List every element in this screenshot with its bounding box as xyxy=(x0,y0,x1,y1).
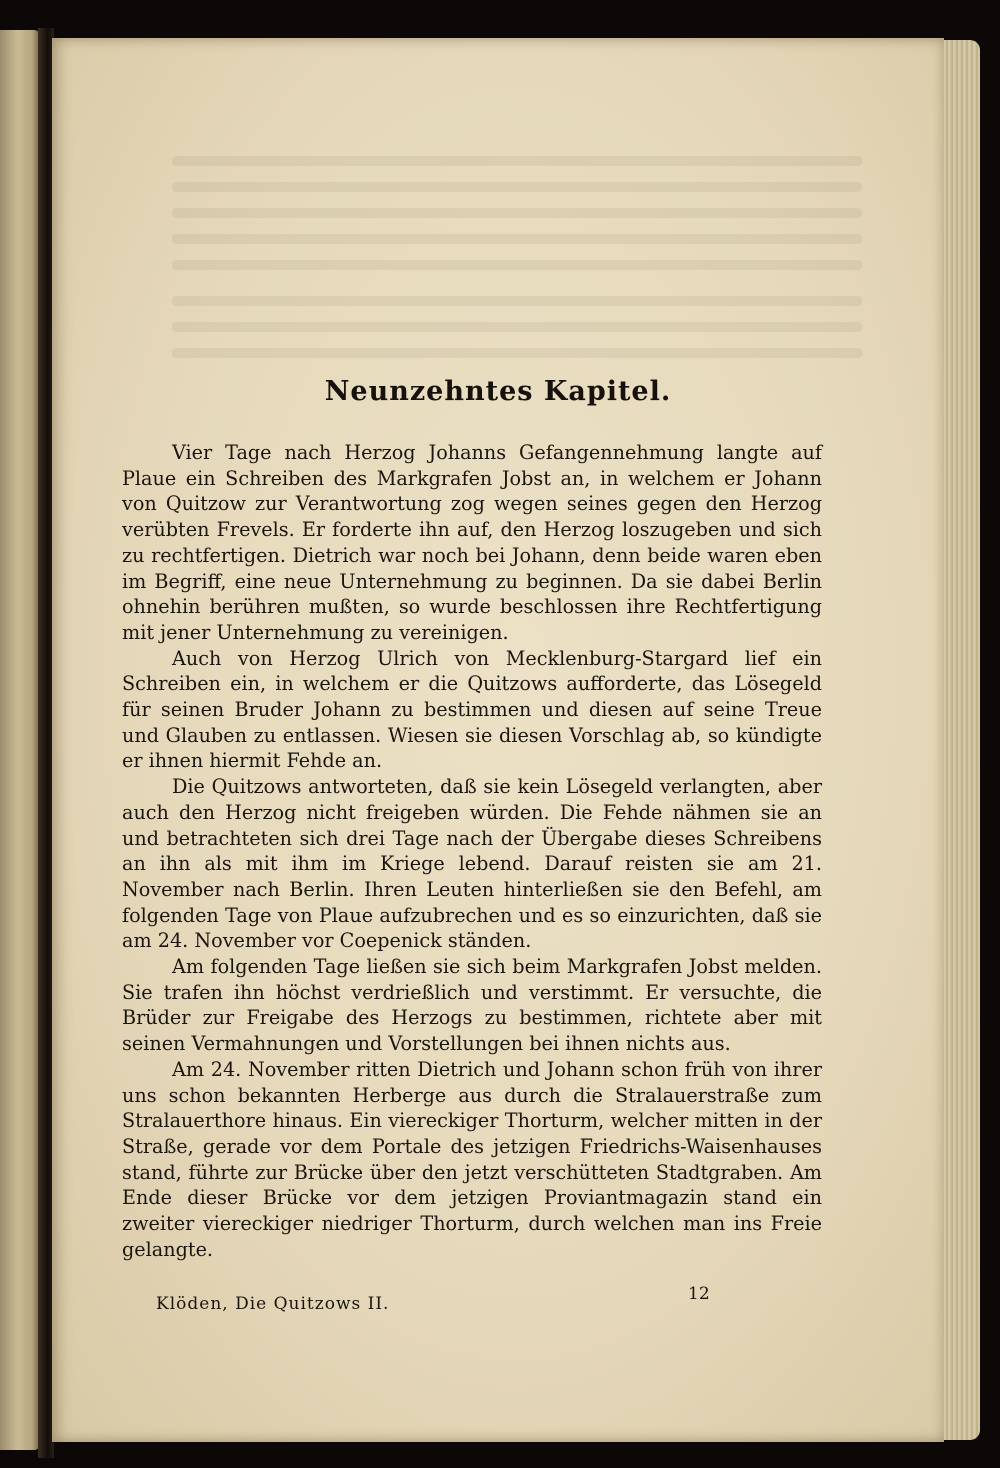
bleed-through-line xyxy=(172,156,862,166)
bleed-through-line xyxy=(172,182,862,192)
chapter-title: Neunzehntes Kapitel. xyxy=(324,376,672,407)
bleed-through-line xyxy=(172,234,862,244)
signature-number: 12 xyxy=(688,1284,710,1304)
paragraph: Vier Tage nach Herzog Johanns Gefangennehmung langte auf Plaue ein Schreiben des Markgrafen Jobst an, in welchem er Johann von Quitzow zur Verantwortung zog wegen seines gegen den Herzog verübten Frevels. Er forderte ihn auf, den Herzog loszugeben und sich zu rechtfertigen. Dietrich war noch bei Johann, denn beide waren eben im Begriff, eine neue Unternehmung zu beginnen. Da sie dabei Berlin ohnehin berühren mußten, so wurde beschlossen ihre Rechtfertigung mit jener Unternehmung zu vereinigen. xyxy=(122,441,822,644)
bleed-through-line xyxy=(172,348,862,358)
book-page xyxy=(52,38,944,1442)
paragraph: Auch von Herzog Ulrich von Mecklenburg-Stargard lief ein Schreiben ein, in welchem er die Quitzows aufforderte, das Lösegeld für seinen Bruder Johann zu bestimmen und diesen auf seine Treue und Glauben zu entlassen. Wiesen sie diesen Vorschlag ab, so kündigte er ihnen hiermit Fehde an. xyxy=(122,646,822,773)
left-page-edge xyxy=(0,30,40,1450)
bleed-through-line xyxy=(172,208,862,218)
bleed-through-line xyxy=(172,260,862,270)
bleed-through-line xyxy=(172,296,862,306)
paragraph: Am 24. November ritten Dietrich und Johann schon früh von ihrer uns schon bekannten Herberge aus durch die Stralauerstraße zum Stralauerthore hinaus. Ein viereckiger Thorturm, welcher mitten in der Straße, gerade vor dem Portale des jetzigen Friedrichs-Waisenhauses stand, führte zur Brücke über den jetzt verschütteten Stadtgraben. Am Ende dieser Brücke vor dem jetzigen Proviantmagazin stand ein zweiter viereckiger niedriger Thorturm, durch welchen man ins Freie gelangte. xyxy=(122,1057,822,1261)
body-text xyxy=(122,440,822,1263)
paragraph: Am folgenden Tage ließen sie sich beim Markgrafen Jobst melden. Sie trafen ihn höchst verdrießlich und verstimmt. Er versuchte, die Brüder zur Freigabe des Herzogs zu bestimmen, richtete aber mit seinen Vermahnungen und Vorstellungen bei ihnen nichts aus. xyxy=(122,955,822,1056)
signature-mark: Klöden, Die Quitzows II. xyxy=(156,1294,390,1314)
paragraph: Die Quitzows antworteten, daß sie kein Lösegeld verlangten, aber auch den Herzog nicht freigeben würden. Die Fehde nähmen sie an und betrachteten sich drei Tage nach der Übergabe dieses Schreibens an ihn als mit ihm im Kriege lebend. Darauf reisten sie am 21. November nach Berlin. Ihren Leuten hinterließen sie den Befehl, am folgenden Tage von Plaue aufzubrechen und es so einzurichten, daß sie am 24. November vor Coepenick ständen. xyxy=(122,775,822,953)
bleed-through-line xyxy=(172,322,862,332)
